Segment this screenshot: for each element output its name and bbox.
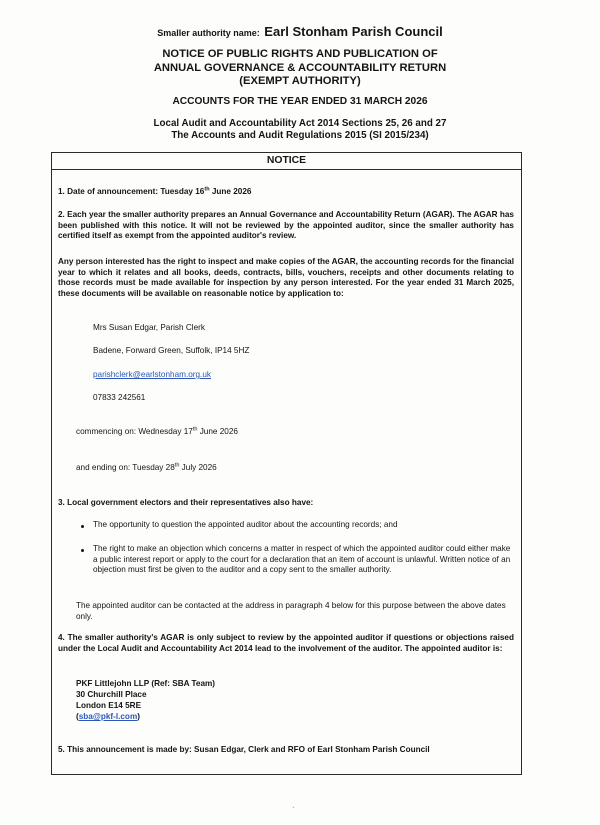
announcement-date-label: 1. Date of announcement: Tuesday 16 <box>58 187 205 196</box>
ending-suffix: th <box>174 462 180 469</box>
paragraph-4: 4. The smaller authority's AGAR is only subject to review by the appointed auditor if questions or objections raised under the Local Audit and Accountability Act 2014 lead to the involvement of the auditor. The appointed auditor is: <box>58 633 514 653</box>
bullet-dot <box>81 549 84 552</box>
auditor-email-open: ( <box>76 712 79 721</box>
authority-name-label: Smaller authority name: <box>157 28 260 38</box>
contact-email-link[interactable]: parishclerk@earlstonham.org.uk <box>93 370 211 379</box>
legislation-references <box>0 118 600 143</box>
auditor-name: PKF Littlejohn LLP (Ref: SBA Team) <box>76 679 216 688</box>
bullet-question-auditor: The opportunity to question the appointed auditor about the accounting records; and <box>93 520 398 529</box>
contact-address: Badene, Forward Green, Suffolk, IP14 5HZ <box>93 346 250 355</box>
commencing-suffix: th <box>192 426 198 433</box>
commencing-rest: June 2026 <box>197 427 238 436</box>
paragraph-2-intro: 2. Each year the smaller authority prepares an Annual Governance and Accountability Return (AGAR). The AGAR has been published with this notice. It will not be reviewed by the appointed auditor, since the smaller authority has certified itself as exempt from the appointed auditor's review. <box>58 210 514 241</box>
notice-heading: NOTICE <box>52 153 521 170</box>
paragraph-2-rights: Any person interested has the right to inspect and make copies of the AGAR, the accounting records for the financial year to which it relates and all books, deeds, contracts, bills, vouchers, receipts and other documents relating to those records must be made available for inspection by any person interested. For the year ended 31 March 2025, these documents will be available on reasonable notice by application to: <box>58 257 515 298</box>
paragraph-3-heading: 3. Local government electors and their representatives also have: <box>58 498 314 507</box>
announcement-date-rest: June 2026 <box>209 187 252 196</box>
bullet-objection-right: The right to make an objection which concerns a matter in respect of which the appointed auditor could either make a public interest report or apply to the court for a declaration that an item of account is unlawful. Written notice of an objection must first be given to the auditor and a copy sent to the smaller authority. <box>93 544 511 575</box>
announcement-date <box>58 187 513 198</box>
ending-date <box>76 463 217 474</box>
document-title <box>0 48 600 89</box>
paragraph-5: 5. This announcement is made by: Susan Edgar, Clerk and RFO of Earl Stonham Parish Council <box>58 745 430 754</box>
auditor-city: London E14 5RE <box>76 701 142 710</box>
authority-name-line <box>0 24 600 39</box>
auditor-email <box>76 712 140 723</box>
title-line-1: NOTICE OF PUBLIC RIGHTS AND PUBLICATION OF <box>162 48 438 60</box>
announcement-date-suffix: th <box>204 186 210 193</box>
act-line-2: The Accounts and Audit Regulations 2015 (SI 2015/234) <box>171 130 429 142</box>
auditor-contact-note: The appointed auditor can be contacted at the address in paragraph 4 below for this purpose between the above dates only. <box>76 601 506 621</box>
bullet-dot <box>81 525 84 528</box>
title-line-3: (EXEMPT AUTHORITY) <box>239 75 361 87</box>
title-line-2: ANNUAL GOVERNANCE & ACCOUNTABILITY RETURN <box>153 61 447 74</box>
authority-name: Earl Stonham Parish Council <box>264 24 443 39</box>
auditor-street: 30 Churchill Place <box>76 690 147 699</box>
commencing-label: commencing on: Wednesday 17 <box>76 427 193 436</box>
act-line-1: Local Audit and Accountability Act 2014 Sections 25, 26 and 27 <box>153 118 447 129</box>
contact-name: Mrs Susan Edgar, Parish Clerk <box>93 323 205 332</box>
ending-rest: July 2026 <box>179 463 217 472</box>
auditor-email-link[interactable]: sba@pkf-l.com <box>78 712 138 721</box>
contact-phone: 07833 242561 <box>93 393 146 402</box>
scan-speck: ` <box>292 806 295 815</box>
accounts-year: ACCOUNTS FOR THE YEAR ENDED 31 MARCH 2026 <box>172 96 428 107</box>
commencing-date <box>76 427 238 438</box>
auditor-email-close: ) <box>137 712 140 721</box>
ending-label: and ending on: Tuesday 28 <box>76 463 175 472</box>
